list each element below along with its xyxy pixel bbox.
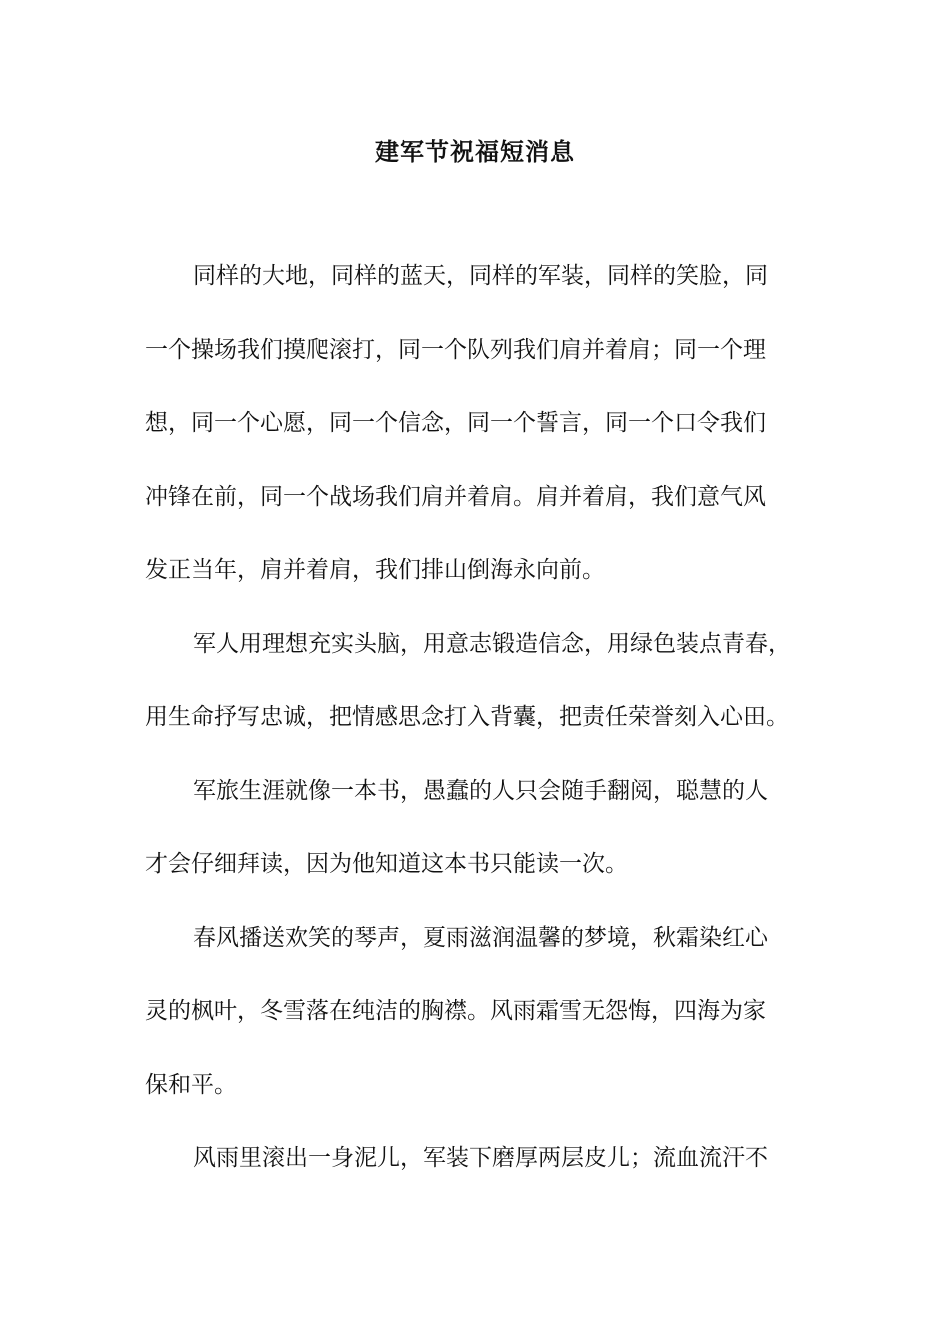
paragraph-3-line-1: 军旅生涯就像一本书，愚蠢的人只会随手翻阅，聪慧的人 (193, 777, 768, 804)
paragraph-1-line-2: 一个操场我们摸爬滚打，同一个队列我们肩并着肩；同一个理 (145, 336, 766, 363)
document-body (145, 258, 805, 1214)
paragraph-1-line-5: 发正当年，肩并着肩，我们排山倒海永向前。 (145, 557, 605, 583)
paragraph-1-line-4: 冲锋在前，同一个战场我们肩并着肩。肩并着肩，我们意气风 (145, 483, 766, 510)
paragraph-4-line-3: 保和平。 (145, 1071, 237, 1098)
paragraph-1-line-3: 想，同一个心愿，同一个信念，同一个誓言，同一个口令我们 (145, 410, 766, 436)
paragraph-5-line-1: 风雨里滚出一身泥儿，军装下磨厚两层皮儿；流血流汗不 (193, 1145, 768, 1171)
paragraph-4-line-1: 春风播送欢笑的琴声，夏雨滋润温馨的梦境，秋霜染红心 (193, 924, 768, 951)
paragraph-1-line-1: 同样的大地，同样的蓝天，同样的军装，同样的笑脸，同 (193, 263, 768, 289)
paragraph-4-line-2: 灵的枫叶，冬雪落在纯洁的胸襟。风雨霜雪无怨悔，四海为家 (145, 998, 766, 1024)
paragraph-3-line-2: 才会仔细拜读，因为他知道这本书只能读一次。 (145, 851, 628, 877)
document-title: 建军节祝福短消息 (375, 137, 575, 166)
paragraph-2-line-2: 用生命抒写忠诚，把情感思念打入背囊，把责任荣誉刻入心田。 (145, 704, 789, 730)
paragraph-2-line-1: 军人用理想充实头脑，用意志锻造信念，用绿色装点青春， (193, 630, 791, 657)
